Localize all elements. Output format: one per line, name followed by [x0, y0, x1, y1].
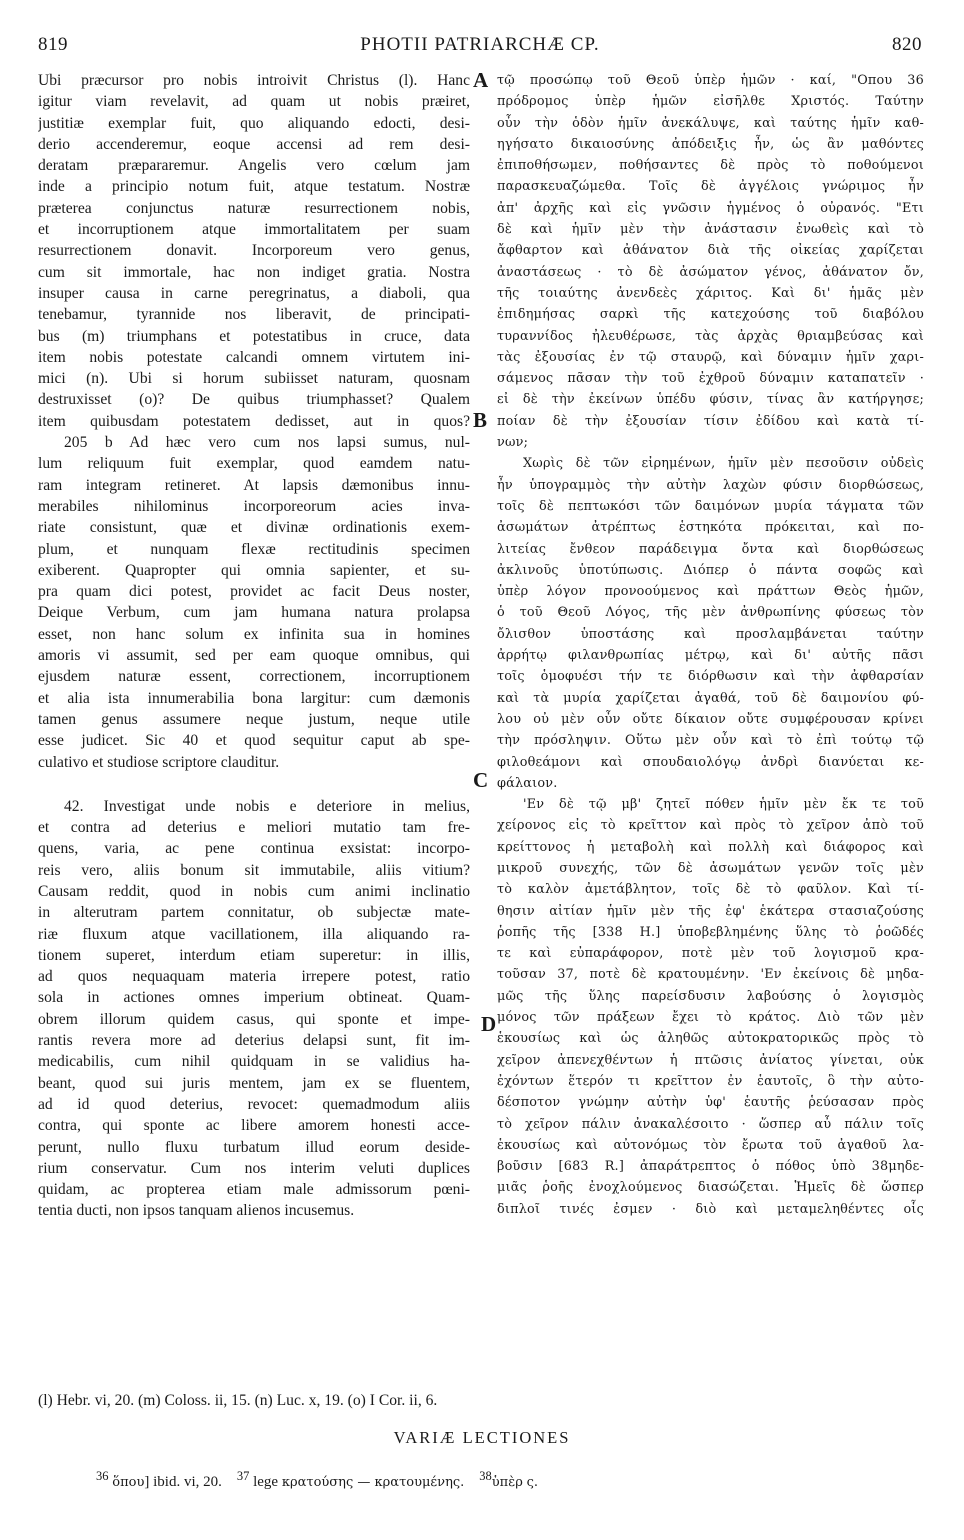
text-line: δέσποτον γνώμην αὐτὴν ὑφ' ἑαυτῆς ῥεύσασαν πρὸς	[497, 1095, 924, 1111]
text-line: ἑκουσίως καὶ ὡς ἀληθῶς αὐτοκρατορικῶς πρὸς τὸ	[497, 1031, 924, 1047]
text-line: οὖν τὴν ὁδὸν ἡμῖν ἀνεκάλυψε, καὶ ταύτης ἡμῖν καθ-	[497, 115, 924, 131]
text-line: παρασκευαζώμεθα. Τοῖς δὲ ἀγγέλοις γνώριμος ἦν	[497, 179, 924, 195]
text-line: ad quos nequaquam materia irrepere potest, ratio	[38, 968, 470, 986]
text-line: τοῖς δὲ πεπτωκόσι τῶν δαιμόνων μυρία τάγματα τῶν	[497, 498, 924, 514]
text-line: item nobis potestate calcandi omnem virtutem ini-	[38, 348, 470, 366]
text-line: derio accenderemur, eoque accensi ad rem desi-	[38, 135, 470, 153]
text-line: νων;	[497, 435, 529, 451]
variae-lectiones-notes	[96, 1469, 916, 1491]
page-number-left: 819	[38, 34, 68, 55]
text-line: 42. Investigat unde nobis e deteriore in melius,	[64, 797, 470, 815]
page-number-right: 820	[892, 34, 922, 55]
text-line: ηγήσατο δικαιοσύνης ἀπόδειξις ἦν, ὡς ἂν μαθόντες	[497, 136, 924, 152]
note-text: ς.	[526, 1475, 539, 1490]
text-line: præterea conjunctus naturæ resurrectionem nobis,	[38, 199, 470, 217]
text-line: εἰ δὲ τὴν ἐκείνων ὑπέδυ φύσιν, τίνας ἂν κατήργησε;	[497, 392, 924, 408]
text-line: plum, et nunquam flexæ rectitudinis specimen	[38, 540, 470, 558]
latin-column	[38, 70, 470, 1222]
text-line: ὄλισθον ὑποστάσης καὶ προσλαμβάνεται ταύτην	[497, 626, 924, 642]
note-lemma: ὑπὲρ	[491, 1475, 523, 1490]
text-line: λου οὐ μὲν οὖν οὔτε δίκαιον οὔτε συμφέρουσαν κρίνει	[497, 711, 924, 727]
text-line: ἐχόντων ἕτερόν τι κρεῖττον ἐν ἑαυτοῖς, ὃ τὴν αὐτο-	[497, 1073, 924, 1089]
text-line: rantis revera more ad deterius delapsi sunt, fit im-	[38, 1032, 470, 1050]
text-line: ἦν ὑπογραμμὸς τὴν αὐτὴν λαχὼν φύσιν διορθώσεως,	[497, 477, 924, 493]
text-line: ἑκουσίως καὶ αὐτονόμως τὸν ἔρωτα τοῦ ἀγαθοῦ λα-	[497, 1137, 924, 1153]
text-line: igitur viam revelavit, ad quam ut nobis præiret,	[38, 93, 470, 111]
text-line: χεῖρον ἀπενεχθέντων ἡ πτῶσις ἀνίατος γίνεται, οὐκ	[497, 1052, 924, 1068]
running-title: PHOTII PATRIARCHÆ CP.	[360, 34, 600, 55]
note-text: ] ibid. vi, 20.	[144, 1474, 222, 1490]
text-line: καὶ τὰ μυρία χαρίζεται ἀγαθά, τοῦ δὲ δαιμονίου φύ-	[497, 690, 924, 706]
text-line: destruxisset (o)? De quibus triumphasset? Qualem	[38, 391, 470, 409]
text-line: resurrectionem donavit. Incorporeum vero genus,	[38, 242, 470, 260]
text-line: τῷ προσώπῳ τοῦ Θεοῦ ὑπὲρ ἡμῶν · καί, "Οπου 36	[497, 73, 924, 88]
text-line: μόνος τῶν πράξεων ἔχει τὸ κράτος. Διὸ τῶν μὲν	[497, 1010, 924, 1026]
text-line: quens, varia, ac pene continua exsistat: incorpo-	[38, 840, 470, 858]
text-line: τοῦσαν 37, ποτὲ δὲ κρατουμένην. 'Εν ἐκείνοις δὲ μηδα-	[497, 967, 924, 983]
text-line: contra, qui sponte ac libere amorem honesti acce-	[38, 1117, 470, 1135]
text-line: riate consistunt, quæ et divinæ ordinationis exem-	[38, 519, 470, 537]
text-line: perunt, nullo fluxu turbatum illud eorum deside-	[38, 1138, 470, 1156]
text-line: exiberent. Quapropter qui omnia sapienter, et su-	[38, 561, 470, 579]
text-line: justitiæ exemplar fuit, quo aliquando edocti, desi-	[38, 114, 470, 132]
text-line: pra quam dici potest, providet ac facit Deus noster,	[38, 583, 470, 601]
text-line: τῆς τοιαύτης ἀνενδεὲς χάριτος. Καὶ δι' ἡμᾶς μὲν	[497, 285, 924, 301]
text-line: obrem illorum quidem casus, qui sponte et impe-	[38, 1010, 470, 1028]
text-line: τὴν πρόσληψιν. Οὕτω μὲν οὖν καὶ τὸ ἐπὶ τούτῳ τῷ	[497, 733, 924, 749]
text-line: τοῖς ὁμοφυέσι τήν τε διόρθωσιν καὶ τὴν ἀφθαρσίαν	[497, 669, 924, 685]
text-line: ἐπιποθήσωμεν, ποθήσαντες δὲ πρὸς τὸ ποθούμενοι	[497, 158, 924, 174]
text-line: ἐπιδημήσας σαρκὶ τῆς κατεχούσης τοῦ διαβόλου	[497, 307, 924, 323]
text-line: ἀπ' ἀρχῆς καὶ εἰς γνῶσιν ἡγμένος ὁ οὐρανός. "Ετι	[497, 200, 924, 216]
text-line: τὰς ἐξουσίας ἐν τῷ σταυρῷ, καὶ δύναμιν ἡμῖν χαρι-	[497, 349, 924, 365]
note-number: 37	[236, 1469, 250, 1483]
text-line: in alterutram partem connitatur, ob subjectæ mate-	[38, 904, 470, 922]
running-header	[38, 34, 922, 58]
text-line: Deique Verbum, cum jam humana natura prolapsa	[38, 604, 470, 622]
text-line: et contra ad deterius e meliori mutatio tam fre-	[38, 819, 470, 837]
text-line: medicabilis, cum nihil quidquam in se validius ha-	[38, 1053, 470, 1071]
margin-marker-b: B	[473, 408, 488, 432]
text-line: tenebamur, tyrannide nos liberavit, de principati-	[38, 306, 470, 324]
text-line: ὑπὲρ λόγον προνοούμενος καὶ πράττων Θεὸς ἡμῶν,	[497, 584, 924, 600]
text-line: amoris vi assumit, sed per eam quoque omnibus, qui	[38, 647, 470, 665]
text-line: mici (n). Ubi si horum subiisset naturam, quosnam	[38, 370, 470, 388]
text-line: Causam reddit, quod in nobis cum animi inclinatio	[38, 882, 470, 900]
footnote-references: (l) Hebr. vi, 20. (m) Coloss. ii, 15. (n) Luc. x, 19. (o) I Cor. ii, 6.	[38, 1392, 438, 1409]
text-line: lum reliquum fuit exemplar, quod eamdem natu-	[38, 455, 470, 473]
text-line: bus (m) triumphans et potestatibus in cruce, data	[38, 327, 470, 345]
variae-lectiones-heading: VARIÆ LECTIONES	[393, 1428, 571, 1447]
text-line: culativo et studiose scriptore clauditur.	[38, 753, 280, 771]
greek-column	[497, 70, 924, 1220]
text-line: deratam præpararemur. Angelis vero cœlum jam	[38, 157, 470, 175]
text-line: τὸ χεῖρον πάλιν ἀνακαλέσοιτο · ὥσπερ αὖ πάλιν τοῖς	[497, 1116, 924, 1132]
text-line: ram integram retineret. At lapsis dæmonibus innu-	[38, 476, 470, 494]
text-line: τε καὶ εὐπαράφορον, ποτὲ μὲν τοῦ λογισμοῦ κρα-	[497, 946, 924, 962]
text-line: ἀναστάσεως · τὸ δὲ ἀσώματον γένος, ἀθάνατον ὄν,	[497, 264, 924, 280]
text-line: Ubi præcursor pro nobis introivit Christus (l). Hanc	[38, 72, 470, 89]
text-line: σάμενος πᾶσαν τὴν τοῦ ἐχθροῦ δύναμιν καταπατεῖν ·	[497, 371, 924, 387]
text-line: et alia ista innumerabilia bona largitur: cum dæmonis	[38, 689, 470, 707]
text-line: κρείττονος ἡ μεταβολὴ καὶ πολλὴ καὶ διάφορος καὶ	[497, 839, 924, 855]
text-line: ἀρρήτῳ φιλανθρωπίας μέτρῳ, καὶ δι' αὐτῆς πᾶσι	[497, 648, 924, 664]
text-line: reis vero, aliis bonum sit immutabile, aliis vitium?	[38, 861, 470, 879]
text-line: inde a principio notum fuit, atque testatum. Nostræ	[38, 178, 470, 196]
margin-marker-d: D	[481, 1012, 497, 1036]
text-line: πρόδρομος ὑπὲρ ἡμῶν εἰσῆλθε Χριστός. Ταύτην	[497, 94, 924, 110]
text-line: θησιν αἰτίαν ἡμῖν μὲν τῆς ἐφ' ἑκάτερα στασιαζούσης	[497, 903, 924, 919]
text-line: et incorruptionem atque immortalitatem per suam	[38, 221, 470, 239]
text-line: tamen genus assumere neque justum, neque utile	[38, 710, 470, 728]
text-line: cum sit immortale, hac non indiget gratia. Nostra	[38, 263, 470, 281]
text-line: λιτείας ἔνθεον παράδειγμα ὄντα καὶ διορθώσεως	[497, 541, 924, 557]
text-line: 205 b Ad hæc vero cum nos lapsi sumus, nul-	[64, 434, 470, 452]
margin-marker-c: C	[473, 768, 489, 792]
text-line: ejusdem naturæ essent, correctionem, incorruptionem	[38, 668, 470, 686]
text-line: merabiles nihilominus incorporeorum acies inva-	[38, 497, 470, 515]
text-line: ποίαν δὲ τὴν ἐξουσίαν τίσιν ἐδίδου καὶ κατὰ τί-	[497, 413, 924, 429]
text-line: βοῦσιν [683 R.] ἀπαράτρεπτος ὁ πόθος ὑπὸ 38μηδε-	[497, 1159, 924, 1175]
text-line: rium conservatur. Cum nos interim veluti duplices	[38, 1159, 470, 1177]
text-line: φάλαιον.	[497, 775, 558, 791]
note-number: 36	[96, 1469, 109, 1483]
text-line: item quibusdam potestatem dedisset, aut in quos?	[38, 412, 470, 430]
text-line: 'Εν δὲ τῷ μβ' ζητεῖ πόθεν ἡμῖν μὲν ἔκ τε τοῦ	[523, 797, 924, 813]
text-line: ῥοπῆς τῆς [338 H.] ὑποβεβλημένης ὕλης τὸ ῥοῶδές	[497, 924, 924, 940]
text-line: τὸ καλὸν ἀμετάβλητον, τοῖς δὲ τὸ φαῦλον. Καὶ τί-	[497, 882, 924, 898]
text-line: τυραννίδος ἠλευθέρωσε, τὰς ἀρχὰς θριαμβεύσας καὶ	[497, 328, 924, 344]
text-line: esset, non hanc solum ex infinita sua in homines	[38, 625, 470, 643]
note-number: 38	[479, 1469, 492, 1483]
text-line: χείρονος εἰς τὸ κρεῖττον καὶ πρὸς τὸ χεῖρον ἀπὸ τοῦ	[497, 818, 924, 834]
paragraph-gap	[38, 773, 470, 796]
text-line: Χωρὶς δὲ τῶν εἰρημένων, ἡμῖν μὲν πεσοῦσιν οὐδεὶς	[523, 456, 924, 472]
text-line: διπλοῖ τινές ἐσμεν · διὸ καὶ μεταμεληθέντες οἷς	[497, 1201, 924, 1217]
text-line: quidam, ac propterea etiam male admissorum pœni-	[38, 1181, 470, 1199]
text-line: ἄφθαρτον καὶ ἀθάνατον διὰ τῆς οἰκείας χαρίζεται	[497, 243, 924, 259]
text-line: ὁ τοῦ Θεοῦ Λόγος, τῆς μὲν ἀνθρωπίνης φύσεως τὸν	[497, 605, 924, 621]
text-line: φιλοθεάμονι καὶ σπουδαιολόγῳ ἀνδρὶ διανύεται κε-	[497, 754, 924, 770]
margin-marker-a: A	[473, 68, 489, 92]
text-line: esse judicet. Sic 40 et quod sequitur caput ab spe-	[38, 732, 470, 750]
text-line: μιᾶς ῥοῆς ἐνοχλούμενος διασώζεται. Ἡμεῖς δὲ ὥσπερ	[497, 1180, 924, 1196]
text-line: δὲ καὶ ἡμῖν μὲν τὴν ἀνάστασιν ἐνωθεὶς καὶ τὸ	[497, 222, 924, 238]
text-line: insuper causa in carne peregrinatus, a diaboli, qua	[38, 284, 470, 302]
text-line: μῶς τῆς ὕλης παρείσδυσιν λαβούσης ὁ λογισμὸς	[497, 988, 924, 1004]
text-line: tentia ducti, non ipsos tanquam alienos incusemus.	[38, 1202, 355, 1220]
text-line: ad id quod deterius, revocet: quemadmodum aliis	[38, 1095, 470, 1113]
text-line: beant, quod sui juris mentem, jam ex se fluentem,	[38, 1074, 470, 1092]
note-text: lege	[253, 1474, 279, 1490]
text-line: ἀκλινοῦς ὑποτύπωσις. Διόπερ ὁ πάντα σοφῶς καὶ	[497, 562, 924, 578]
text-line: ἀσωμάτων ἀτρέπτως ἑστηκότα πρόκειται, καὶ πο-	[497, 520, 924, 536]
note-lemma: κρατούσης — κρατουμένης.	[281, 1475, 465, 1490]
text-line: riæ fluxum atque vacillationem, illa aliquando ra-	[38, 925, 470, 943]
text-line: sola in actiones omnes imperium obtineat. Quam-	[38, 989, 470, 1007]
note-lemma: ὅπου	[112, 1475, 145, 1490]
text-line: μικροῦ συνεχής, τῶν δὲ ἀσωμάτων γενῶν τοῖς μὲν	[497, 860, 924, 876]
text-line: tionem superet, interdum etiam superetur: in illis,	[38, 946, 470, 964]
